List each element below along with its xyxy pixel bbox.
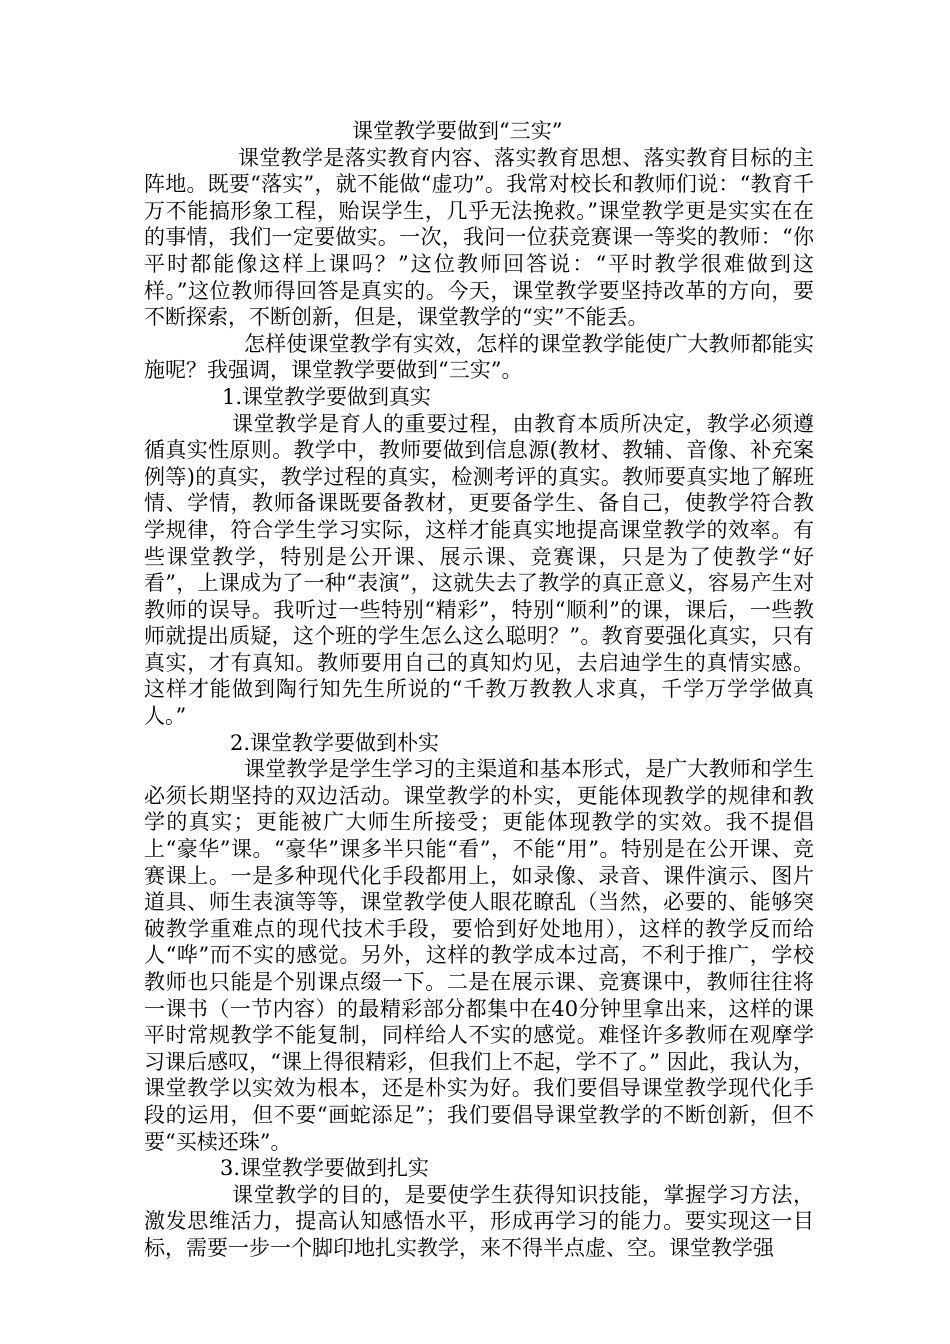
section-2-body: 课堂教学是学生学习的主渠道和基本形式，是广大教师和学生必须长期坚持的双边活动。课堂教学的朴实，更能体现教学的规律和教学的真实；更能被广大师生所接受；更能体现教学的实效。我不提倡上“豪华”课。“豪华”课多半只能“看”，不能“用”。特别是在公开课、竞赛课上。一是多种现代化手段都用上，如录像、录音、课件演示、图片道具、师生表演等等，课堂教学使人眼花瞭乱（当然，必要的、能够突破教学重难点的现代技术手段，要恰到好处地用），这样的教学反而给人“哗”而不实的感觉。另外，这样的教学成本过高，不利于推广，学校教师也只能是个别课点缀一下。二是在展示课、竞赛课中，教师往往将一课书（一节内容）的最精彩部分都集中在40分钟里拿出来，这样的课平时常规教学不能复制，同样给人不实的感觉。难怪许多教师在观摩学习课后感叹，“课上得很精彩，但我们上不起，学不了。” 因此，我认为，课堂教学以实效为根本，还是朴实为好。我们要倡导课堂教学现代化手段的运用，但不要“画蛇添足”；我们要倡导课堂教学的不断创新，但不要“买椟还珠”。 [144, 757, 814, 1154]
section-1-body: 课堂教学是育人的重要过程，由教育本质所决定，教学必须遵循真实性原则。教学中，教师要做到信息源(教材、教辅、音像、补充案例等)的真实，教学过程的真实，检测考评的真实。教师要真实地了解班情、学情，教师备课既要备教材，更要备学生、备自己，使教学符合教学规律，符合学生学习实际，这样才能真实地提高课堂教学的效率。有些课堂教学，特别是公开课、展示课、竞赛课，只是为了使教学“好看”，上课成为了一种“表演”，这就失去了教学的真正意义，容易产生对教师的误导。我听过一些特别“精彩”，特别“顺利”的课，课后，一些教师就提出质疑，这个班的学生怎么这么聪明？”。教育要强化真实，只有真实，才有真知。教师要用自己的真知灼见，去启迪学生的真情实感。这样才能做到陶行知先生所说的“千教万教教人求真，千学万学学做真人。” [144, 411, 814, 729]
section-1-heading: 1.课堂教学要做到真实 [222, 384, 432, 409]
section-2-heading: 2.课堂教学要做到朴实 [230, 730, 440, 755]
intro-paragraph-1: 课堂教学是落实教育内容、落实教育思想、落实教育目标的主阵地。既要“落实”，就不能做“虚功”。我常对校长和教师们说：“教育千万不能搞形象工程，贻误学生，几乎无法挽救。”课堂教学更是实实在在的事情，我们一定要做实。一次，我问一位获竞赛课一等奖的教师：“你平时都能像这样上课吗？”这位教师回答说：“平时教学很难做到这样。”这位教师得回答是真实的。今天，课堂教学要坚持改革的方向，要不断探索，不断创新，但是，课堂教学的“实”不能丢。 [144, 145, 814, 330]
document-title: 课堂教学要做到“三实” [352, 119, 563, 143]
document-body [144, 118, 814, 1262]
intro-paragraph-2: 怎样使课堂教学有实效，怎样的课堂教学能使广大教师都能实施呢？我强调，课堂教学要做到“三实”。 [144, 331, 814, 383]
section-3-body: 课堂教学的目的，是要使学生获得知识技能，掌握学习方法，激发思维活力，提高认知感悟水平，形成再学习的能力。要实现这一目标，需要一步一个脚印地扎实教学，来不得半点虚、空。课堂教学强 [144, 1182, 814, 1260]
section-3-heading: 3.课堂教学要做到扎实 [220, 1156, 430, 1181]
